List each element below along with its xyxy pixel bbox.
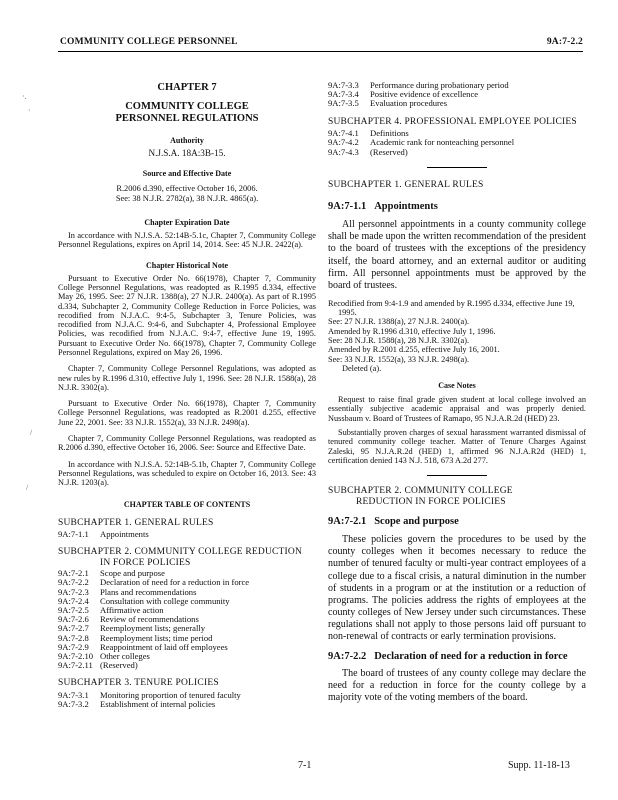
- divider-rule: [427, 167, 487, 168]
- chapter-number: CHAPTER 7: [157, 82, 217, 93]
- toc-entry[interactable]: 9A:7-3.3 Performance during probationary period: [328, 80, 509, 90]
- toc-entry[interactable]: 9A:7-3.1 Monitoring proportion of tenured faculty: [58, 689, 241, 700]
- case-note: Substantially proven charges of sexual harassment warranted dismissal of tenured community college teacher. Matter of Tenure Charges Against Zaleski, 95 N.J.A.R.2d (HED) 1, affirmed 96 N.J.A.R2d (HED) 1, certification denied 143 N.J. 518, 673 A.2d 277.: [328, 428, 586, 465]
- authority-text: N.J.S.A. 18A:3B-15.: [148, 148, 226, 158]
- margin-mark: ·.: [22, 92, 27, 101]
- toc-subchapter-2-list: [58, 569, 316, 670]
- history-paragraph: Pursuant to Executive Order No. 66(1978), Chapter 7, Community College Personnel Regulations, was readopted as R.1995 d.334, effective May 26, 1995. See: 27 N.J.R. 1388(a), 27 N.J.R. 2400(a). As part of R.1995 d.334, Subchapter 2, Community College Reduction in Force Policies, was recodified from N.J.A.C. 9:4-5, Subchapter 3, Tenure Policies, was recodified from N.J.A.C. 9:4-6, and Subchapter 4, Professional Employee Policies, was recodified from N.J.A.C. 9:4-7, effective June 19, 1995. Pursuant to Executive Order No. 66(1978), Chapter 7, Community College Personnel Regulations, expired on May 26, 1996.: [58, 273, 316, 357]
- divider-rule: [427, 475, 487, 476]
- history-line: See: 33 N.J.R. 1552(a), 33 N.J.R. 2498(a).: [328, 354, 470, 364]
- source-line-2: See: 38 N.J.R. 2782(a), 38 N.J.R. 4865(a).: [115, 193, 259, 203]
- toc-entry[interactable]: 9A:7-3.2 Establishment of internal policies: [58, 699, 216, 710]
- chapter-title-line-1: COMMUNITY COLLEGE: [125, 101, 249, 112]
- case-note: Request to raise final grade given student at local college involved an essentially subjective academic appraisal and was properly denied. Nussbaum v. Board of Trustees of Ramapo, 95 N.J.A.R.2d (HED) 23.: [328, 395, 586, 423]
- running-header: [58, 37, 583, 52]
- section-body: The board of trustees of any county college may declare the need for a reduction in force for the county college by a majority vote of the voting members of the board.: [328, 668, 586, 704]
- toc-entry[interactable]: 9A:7-2.11 (Reserved): [58, 660, 138, 671]
- section-heading: [328, 651, 586, 662]
- section-body: These policies govern the procedures to be used by the county colleges when it becomes necessary to reduce the number of tenured faculty or multi-year contract employees of a college due to a fiscal crisis, a natural diminution in the number of students in a program or at the institution or a reduction of programs. The policies address the rights of employees at the county colleges of New Jersey under such circumstances. These regulations shall not apply to those persons laid off pursuant to non-renewal of contracts or early termination provisions.: [328, 534, 586, 642]
- section-body: All personnel appointments in a county community college shall be made upon the written recommendation of the president to the board of trustees with the exceptions of the presidency itself, the board attorney, and an external auditor or auditing firm. All personnel appointments must be approved by the board of trustees.: [328, 219, 586, 291]
- toc-entry[interactable]: 9A:7-2.9 Reappointment of laid off employees: [58, 641, 228, 652]
- history-line: See: 27 N.J.R. 1388(a), 27 N.J.R. 2400(a).: [328, 317, 470, 327]
- toc-entry[interactable]: 9A:7-3.5 Evaluation procedures: [328, 98, 448, 109]
- header-title: COMMUNITY COLLEGE PERSONNEL: [60, 37, 238, 47]
- toc-entry[interactable]: 9A:7-4.3 (Reserved): [328, 146, 408, 157]
- section-number: 9A:7-2.2: [328, 651, 367, 663]
- toc-entry[interactable]: 9A:7-2.4 Consultation with college community: [58, 595, 230, 606]
- margin-mark: /: [26, 483, 29, 492]
- section-heading: [328, 516, 586, 527]
- history-paragraph: Chapter 7, Community College Personnel Regulations, was readopted as R.2006 d.390, effective October 16, 2006. See: Source and Effective Date.: [58, 434, 316, 453]
- history-paragraph: Chapter 7, Community College Personnel Regulations, was adopted as new rules by R.1996 d.310, effective July 1, 1996. See: 28 N.J.R. 1588(a), 28 N.J.R. 3302(a).: [58, 364, 316, 392]
- toc-subchapter-4-list: [328, 129, 586, 157]
- toc-subchapter-heading-cont: IN FORCE POLICIES: [100, 557, 191, 568]
- supplement-date: Supp. 11-18-13: [508, 760, 570, 771]
- toc-subchapter-heading: SUBCHAPTER 1. GENERAL RULES: [58, 517, 214, 528]
- toc-subchapter-heading: SUBCHAPTER 3. TENURE POLICIES: [58, 678, 219, 689]
- toc-subchapter-3-list: [58, 691, 316, 709]
- toc-subchapter-heading: SUBCHAPTER 2. COMMUNITY COLLEGE REDUCTION: [58, 547, 303, 558]
- history-paragraph: In accordance with N.J.S.A. 52:14B-5.1b, Chapter 7, Community College Personnel Regulations, was scheduled to expire on October 16, 2013. See: 43 N.J.R. 1203(a).: [58, 459, 316, 488]
- section-title: Declaration of need for a reduction in force: [374, 651, 568, 663]
- left-column: [58, 78, 316, 709]
- expiration-heading: Chapter Expiration Date: [144, 218, 230, 228]
- toc-entry[interactable]: 9A:7-2.1 Scope and purpose: [58, 568, 165, 579]
- subchapter-1-heading: SUBCHAPTER 1. GENERAL RULES: [328, 179, 484, 190]
- subchapter-2-heading-cont: REDUCTION IN FORCE POLICIES: [356, 496, 506, 507]
- toc-subchapter-heading: SUBCHAPTER 4. PROFESSIONAL EMPLOYEE POLICIES: [328, 116, 577, 127]
- toc-entry[interactable]: 9A:7-4.1 Definitions: [328, 128, 409, 139]
- toc-entry[interactable]: 9A:7-2.7 Reemployment lists; generally: [58, 623, 206, 634]
- toc-heading: CHAPTER TABLE OF CONTENTS: [123, 499, 251, 509]
- section-history: [328, 299, 586, 373]
- margin-mark: ·: [28, 106, 31, 115]
- history-line: See: 28 N.J.R. 1588(a), 28 N.J.R. 3302(a).: [328, 335, 470, 345]
- toc-entry[interactable]: 9A:7-2.3 Plans and recommendations: [58, 586, 197, 597]
- toc-entry[interactable]: 9A:7-3.4 Positive evidence of excellence: [328, 89, 479, 100]
- toc-subchapter-1-list: [58, 530, 316, 539]
- section-number: 9A:7-2.1: [328, 516, 367, 528]
- section-heading: [328, 201, 586, 212]
- section-title: Appointments: [374, 201, 438, 213]
- authority-heading: Authority: [170, 136, 204, 145]
- page-number: 7-1: [298, 760, 312, 771]
- toc-entry[interactable]: 9A:7-2.6 Review of recommendations: [58, 614, 199, 625]
- history-line: Recodified from 9:4-1.9 and amended by R.1995 d.334, effective June 19, 1995.: [328, 298, 575, 318]
- history-line: Amended by R.2001 d.255, effective July 16, 2001.: [328, 345, 500, 355]
- expiration-text: In accordance with N.J.S.A. 52:14B-5.1c, Chapter 7, Community College Personnel Regulations, expires on April 14, 2014. See: 45 N.J.R. 2422(a).: [58, 231, 316, 250]
- subchapter-2-heading: SUBCHAPTER 2. COMMUNITY COLLEGE: [328, 486, 513, 497]
- section-title: Scope and purpose: [374, 516, 459, 528]
- toc-entry[interactable]: 9A:7-1.1 Appointments: [58, 529, 149, 540]
- toc-entry[interactable]: 9A:7-4.2 Academic rank for nonteaching personnel: [328, 137, 515, 148]
- history-paragraph: Pursuant to Executive Order No. 66(1978), Chapter 7, Community College Personnel Regulations, was readopted as R.2001 d.255, effective June 22, 2001. See: 33 N.J.R. 1552(a), 33 N.J.R. 2498(a).: [58, 399, 316, 427]
- toc-entry[interactable]: 9A:7-2.8 Reemployment lists; time period: [58, 632, 213, 643]
- history-line: Deleted (a).: [342, 363, 382, 373]
- toc-subchapter-3-continued: [328, 81, 586, 109]
- margin-mark: /: [30, 428, 33, 437]
- chapter-title-line-2: PERSONNEL REGULATIONS: [115, 113, 259, 124]
- toc-entry[interactable]: 9A:7-2.5 Affirmative action: [58, 605, 164, 616]
- history-heading: Chapter Historical Note: [145, 260, 229, 270]
- history-line: Amended by R.1996 d.310, effective July 1, 1996.: [328, 326, 496, 336]
- toc-entry[interactable]: 9A:7-2.2 Declaration of need for a reduction in force: [58, 577, 250, 588]
- section-number: 9A:7-1.1: [328, 201, 367, 213]
- right-column: [328, 81, 586, 704]
- header-section: 9A:7-2.2: [546, 37, 583, 47]
- toc-entry[interactable]: 9A:7-2.10 Other colleges: [58, 651, 150, 662]
- case-notes-heading: Case Notes: [438, 381, 476, 391]
- source-line-1: R.2006 d.390, effective October 16, 2006.: [116, 184, 258, 194]
- source-heading: Source and Effective Date: [142, 169, 232, 179]
